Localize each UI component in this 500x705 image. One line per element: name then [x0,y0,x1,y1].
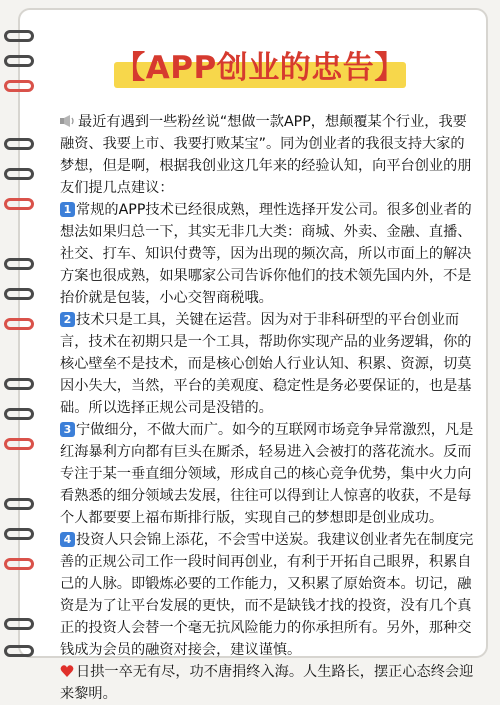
binder-ring [4,198,34,210]
binder-ring [4,408,34,420]
binder-ring [4,498,34,510]
tip-2-text: 技术只是工具，关键在运营。因为对于非科研型的平台创业而言，技术在初期只是一个工具，帮助你实现产品的业务逻辑，你的核心壁垒不是技术，而是核心创始人行业认知、积累、资源，切莫因小失大，当然，平台的美观度、稳定性是务必要保证的，也是基础。所以选择正规公司是没错的。 [60,312,472,416]
speaker-icon [60,115,76,127]
binder-ring [4,618,34,630]
tip-2 [60,309,478,419]
number-badge-4: 4 [60,532,75,547]
binder-ring [4,288,34,300]
number-badge-3: 3 [60,422,75,437]
binder-ring [4,528,34,540]
heart-icon [60,664,74,678]
intro-text: 最近有遇到一些粉丝说“想做一款APP，想颠覆某个行业，我要融资、我要上市、我要打败某宝”。同为创业者的我很支持大家的梦想，但是啊，根据我创业这几年来的经验认知，向平台创业的朋友们提几点建议： [60,114,472,196]
article-body [60,111,478,705]
tip-3-text: 宁做细分，不做大而广。如今的互联网市场竞争异常激烈，凡是红海暴利方向都有巨头在厮杀，轻易进入会被打的落花流水。反而专注于某一垂直细分领域，形成自己的核心竞争优势，集中火力向看熟悉的细分领域去发展，往往可以得到让人惊喜的收获，不是每个人都要要上福布斯排行版，实现自己的梦想即是创业成功。 [60,422,474,526]
page-title: 【APP创业的忠告】 [114,50,406,86]
number-badge-2: 2 [60,312,75,327]
tip-3 [60,419,478,529]
binder-ring [4,168,34,180]
binder-ring [4,318,34,330]
closing-text: 日拱一卒无有尽，功不唐捐终入海。人生路长，摆正心态终会迎来黎明。 [60,664,474,702]
binder-ring [4,30,34,42]
binder-ring [4,645,34,657]
tip-1 [60,199,478,309]
number-badge-1: 1 [60,202,75,217]
title-block [110,46,410,96]
binder-ring [4,258,34,270]
tip-4 [60,529,478,661]
binder-ring [4,378,34,390]
binder-ring [4,138,34,150]
binder-ring [4,80,34,92]
binder-ring [4,55,34,67]
binder-ring [4,558,34,570]
tip-1-text: 常规的APP技术已经很成熟，理性选择开发公司。很多创业者的想法如果归总一下，其实无非几大类：商城、外卖、金融、直播、社交、打车、知识付费等，因为出现的频次高，所以市面上的解决方案也很成熟，如果哪家公司告诉你他们的技术领先国内外，不是抬价就是包装，小心交智商税哦。 [60,202,472,306]
tip-4-text: 投资人只会锦上添花，不会雪中送炭。我建议创业者先在制度完善的正规公司工作一段时间再创业，有利于开拓自己眼界，积累自己的人脉。即锻炼必要的工作能力，又积累了原始资本。切记，融资是为了让平台发展的更快，而不是缺钱才找的投资，没有几个真正的投资人会替一个毫无抗风险能力的你承担所有。另外，那种交钱成为会员的融资对接会，建议谨慎。 [60,532,474,658]
intro-paragraph [60,111,478,199]
binder-ring [4,438,34,450]
closing-paragraph [60,661,478,705]
